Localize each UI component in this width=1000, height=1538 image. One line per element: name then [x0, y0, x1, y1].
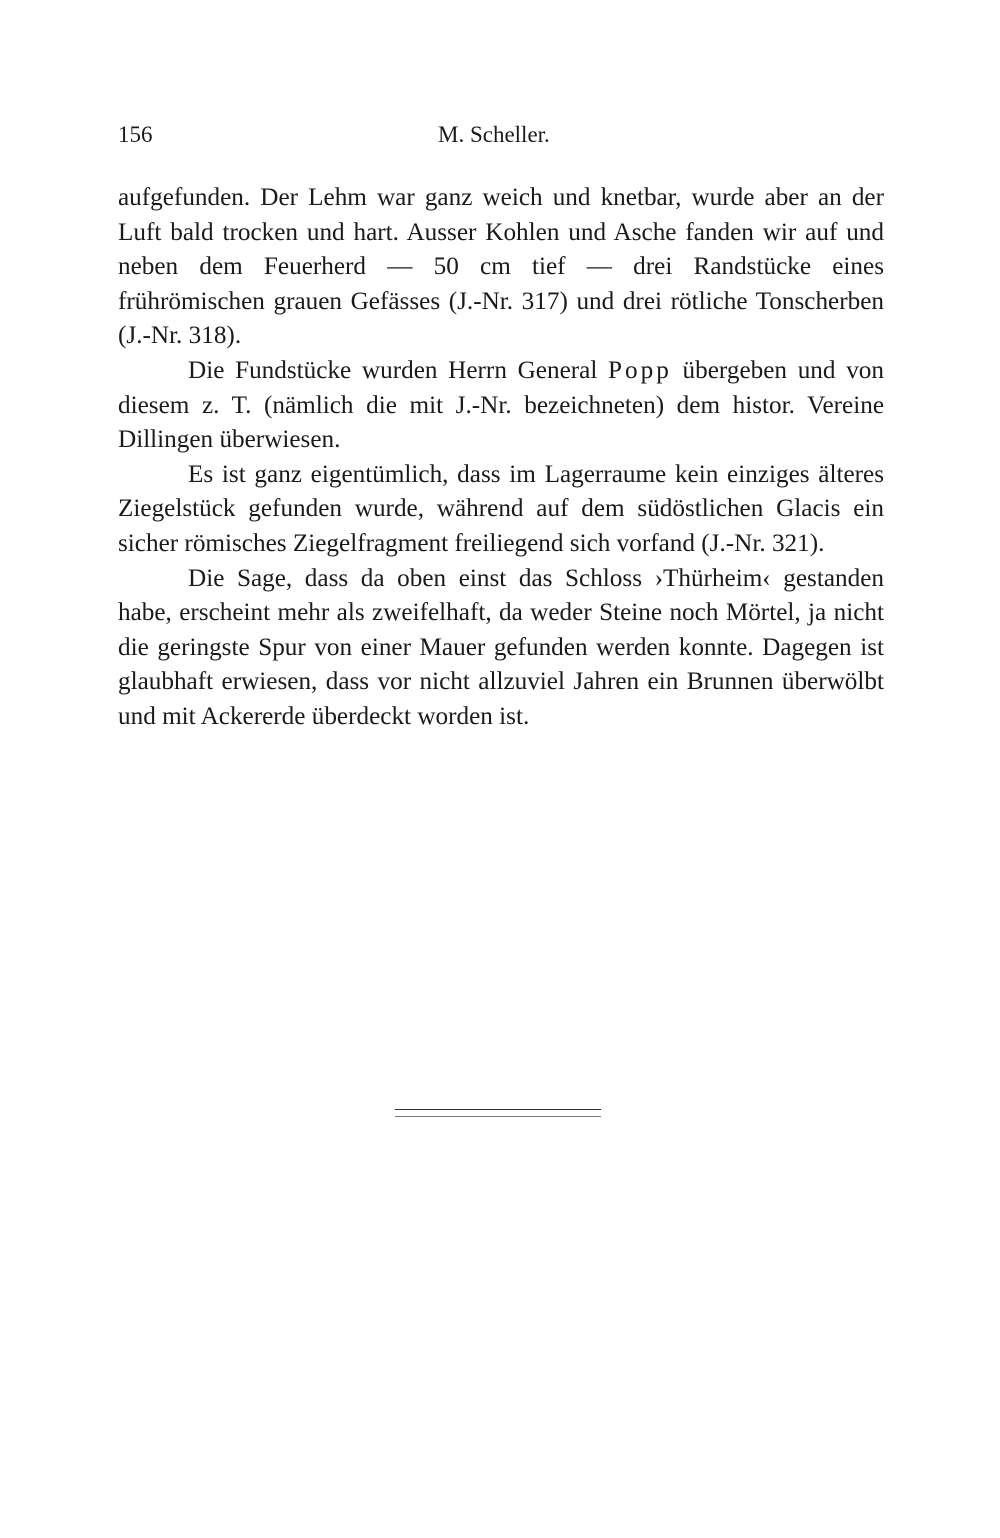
- paragraph-3: Es ist ganz eigentümlich, dass im Lagerraume kein einziges älteres Ziegelstück gefunden wurde, während auf dem südöstlichen Glacis ein sicher römisches Ziegelfragment freiliegend sich vorfand (J.-Nr. 321).: [118, 460, 884, 557]
- body-text: [118, 181, 884, 735]
- paragraph-2-end: übergeben und von diesem z. T. (nämlich die mit J.-Nr. bezeichneten) dem histor. Vereine Dillingen überwiesen.: [118, 356, 884, 454]
- section-end-rule-thin: [395, 1116, 601, 1117]
- book-page: [118, 0, 884, 1538]
- paragraph-4: Die Sage, dass da oben einst das Schloss ›Thürheim‹ gestanden habe, erscheint mehr als zweifelhaft, da weder Steine noch Mörtel, ja nicht die geringste Spur von einer Mauer gefunden werden konnte. Dagegen ist glaubhaft erwiesen, dass vor nicht allzuviel Jahren ein Brunnen überwölbt und mit Ackererde überdeckt worden ist.: [118, 564, 884, 730]
- section-end-rule: [395, 1109, 601, 1110]
- paragraph-2-start: Die Fundstücke wurden Herrn General: [188, 356, 609, 384]
- paragraph-2: [118, 354, 884, 458]
- spaced-name-popp: Popp: [608, 356, 672, 384]
- paragraph-1: aufgefunden. Der Lehm war ganz weich und knetbar, wurde aber an der Luft bald trocken und hart. Ausser Kohlen und Asche fanden wir auf und neben dem Feuerherd — 50 cm tief — drei Randstücke eines frührömischen grauen Gefässes (J.-Nr. 317) und drei rötliche Tonscherben (J.-Nr. 318).: [118, 184, 884, 350]
- page-number: 156: [118, 122, 153, 147]
- running-title: M. Scheller.: [438, 122, 550, 147]
- running-head: [118, 122, 884, 152]
